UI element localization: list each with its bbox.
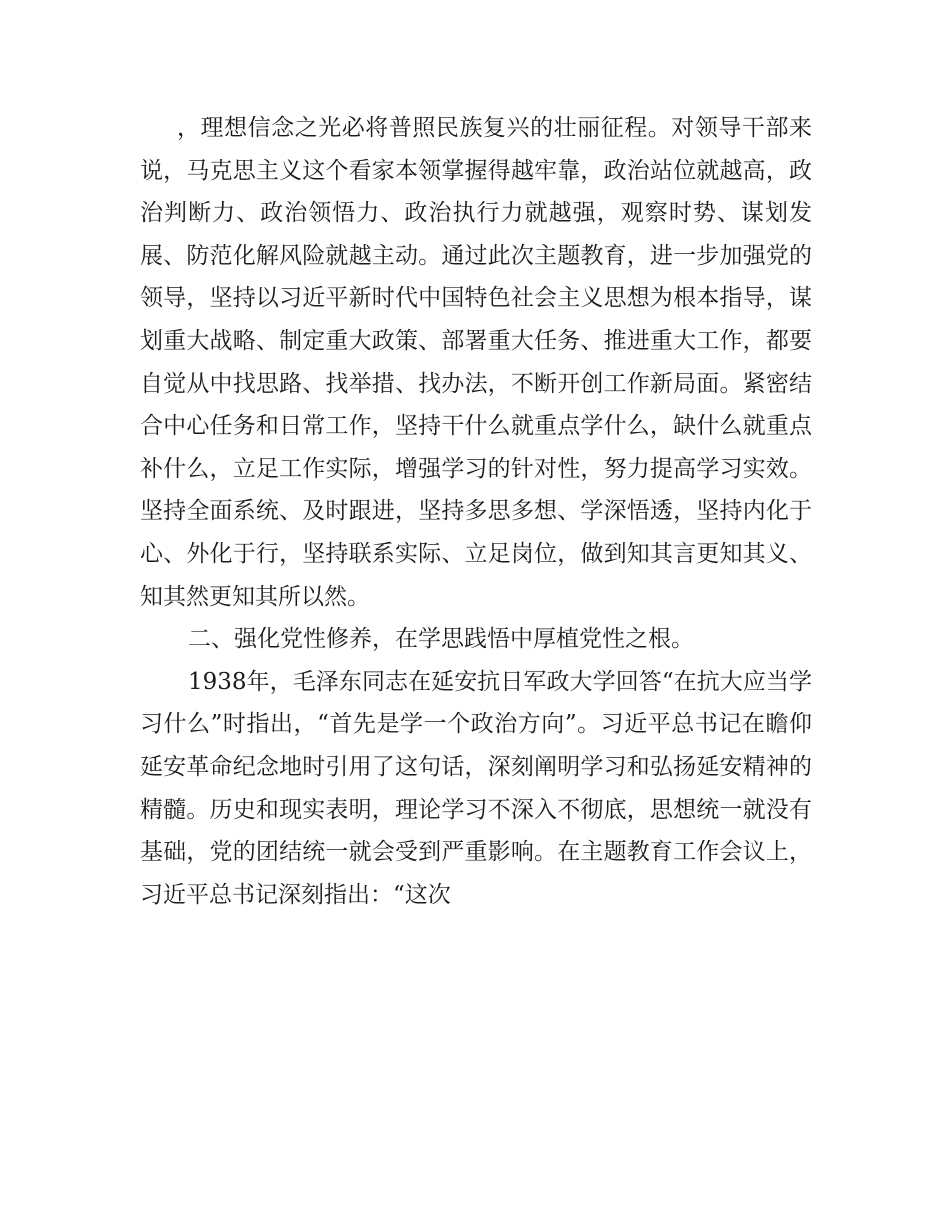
section-heading: 二、强化党性修养，在学思践悟中厚植党性之根。 [188, 626, 694, 653]
paragraph-body: 1938年，毛泽东同志在延安抗日军政大学回答“在抗大应当学习什么”时指出，“首先是学一个政治方向”。习近平总书记在瞻仰延安革命纪念地时引用了这句话，深刻阐明学习和弘扬延安精神的精髓。历史和现实表明，理论学习不深入不彻底，思想统一就没有基础，党的团结统一就会受到严重影响。在主题教育工作会议上，习近平总书记深刻指出：“这次 [140, 668, 812, 908]
document-body [140, 107, 812, 916]
paragraph-continuation: ，理想信念之光必将普照民族复兴的壮丽征程。对领导干部来说，马克思主义这个看家本领掌握得越牢靠，政治站位就越高，政治判断力、政治领悟力、政治执行力就越强，观察时势、谋划发展、防范化解风险就越主动。通过此次主题教育，进一步加强党的领导，坚持以习近平新时代中国特色社会主义思想为根本指导，谋划重大战略、制定重大政策、部署重大任务、推进重大工作，都要自觉从中找思路、找举措、找办法，不断开创工作新局面。紧密结合中心任务和日常工作，坚持干什么就重点学什么，缺什么就重点补什么，立足工作实际，增强学习的针对性，努力提高学习实效。坚持全面系统、及时跟进，坚持多思多想、学深悟透，坚持内化于心、外化于行，坚持联系实际、立足岗位，做到知其言更知其义、知其然更知其所以然。 [140, 115, 812, 610]
